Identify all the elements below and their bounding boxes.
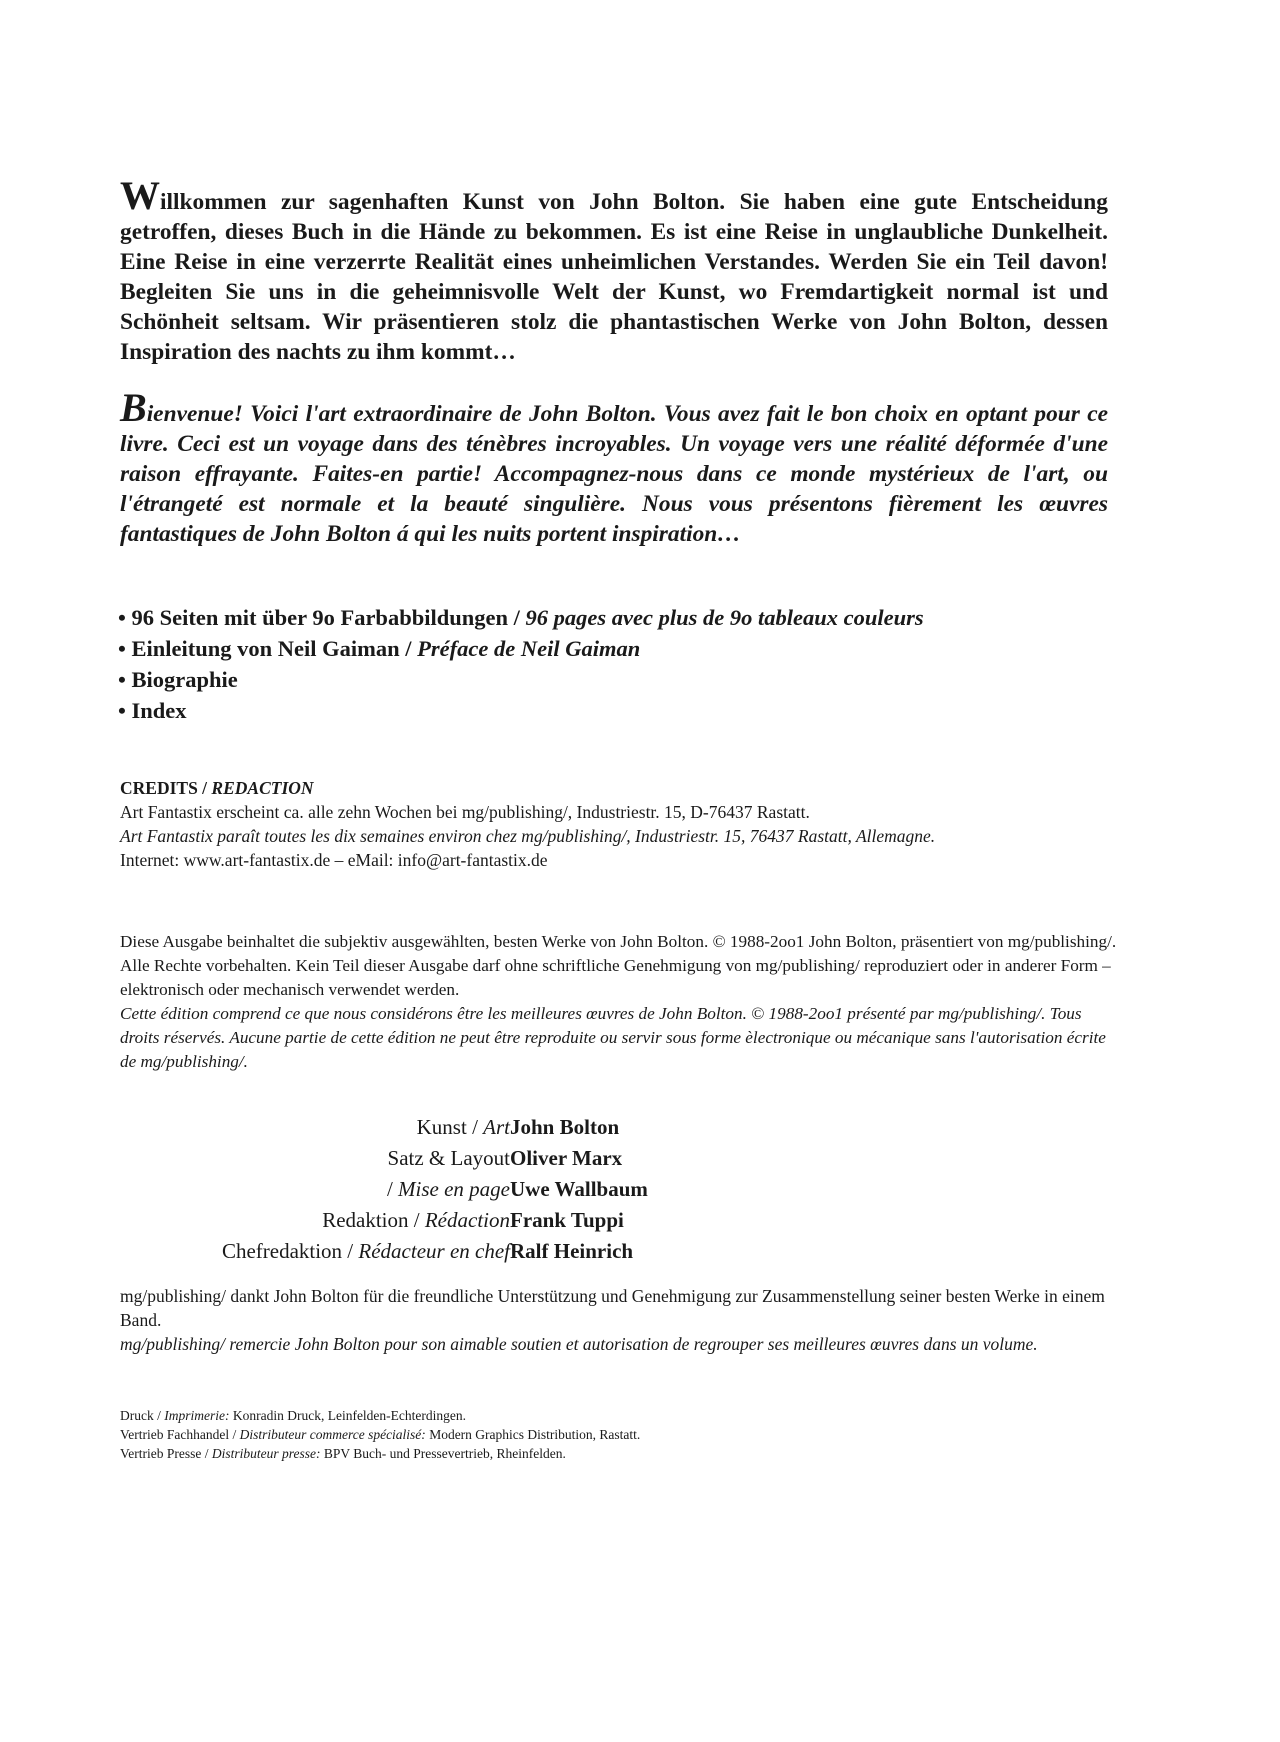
publisher-line-french: Art Fantastix paraît toutes les dix semaines environ chez mg/publishing/, Industriestr. 15, 76437 Rastatt, Allemagne.	[120, 826, 936, 846]
acknowledgement-french: mg/publishing/ remercie John Bolton pour son aimable soutien et autorisation de regrouper ses meilleures œuvres dans un volume.	[120, 1334, 1038, 1354]
credits-block	[120, 776, 935, 872]
intro-french	[120, 385, 1108, 549]
staff-role: Chefredaktion / Rédacteur en chef	[221, 1239, 510, 1263]
feature-item: • Index	[118, 698, 187, 723]
credits-heading: CREDITS / REDACTION	[120, 778, 314, 798]
feature-item: • Einleitung von Neil Gaiman / Préface de Neil Gaiman	[118, 636, 641, 661]
printing-line: Druck / Imprimerie: Konradin Druck, Leinfelden-Echterdingen.	[120, 1408, 467, 1423]
intro-french-text: ienvenue! Voici l'art extraordinaire de John Bolton. Vous avez fait le bon choix en optant pour ce livre. Ceci est un voyage dans des ténèbres incroyables. Un voyage vers une réalité déformée d'une raison effrayante. Faites-en partie! Accompagnez-nous dans ce monde mystérieux de l'art, ou l'étrangeté est normale et la beauté singulière. Nous vous présentons fièrement les œuvres fantastiques de John Bolton á qui les nuits portent inspiration…	[120, 401, 1108, 547]
contact-line: Internet: www.art-fantastix.de – eMail: info@art-fantastix.de	[120, 850, 548, 870]
staff-name: John Bolton	[510, 1115, 620, 1139]
drop-cap-german: W	[120, 173, 160, 218]
staff-names	[510, 1112, 648, 1267]
staff-role: Redaktion / Rédaction	[322, 1208, 510, 1232]
printing-line: Vertrieb Presse / Distributeur presse: BPV Buch- und Pressevertrieb, Rheinfelden.	[120, 1446, 566, 1461]
copyright-french: Cette édition comprend ce que nous considérons être les meilleures œuvres de John Bolton. © 1988-2oo1 présenté par mg/publishing/. Tous droits réservés. Aucune partie de cette édition ne peut être reproduite ou servir sous forme èlectronique ou mécanique sans l'autorisation écrite de mg/publishing/.	[120, 1004, 1106, 1071]
staff-name: Ralf Heinrich	[510, 1239, 634, 1263]
acknowledgement-german: mg/publishing/ dankt John Bolton für die freundliche Unterstützung und Genehmigung zur Zusammenstellung seiner besten Werke in einem Band.	[120, 1286, 1105, 1330]
feature-item: • 96 Seiten mit über 9o Farbabbildungen / 96 pages avec plus de 9o tableaux couleurs	[118, 605, 924, 630]
drop-cap-french: B	[120, 385, 147, 430]
feature-list	[118, 602, 924, 726]
staff-role: Satz & Layout	[387, 1146, 510, 1170]
staff-name: Uwe Wallbaum	[510, 1177, 648, 1201]
staff-role: / Mise en page	[386, 1177, 510, 1201]
staff-role: Kunst / Art	[416, 1115, 510, 1139]
intro-german	[120, 173, 1108, 367]
staff-roles	[222, 1112, 510, 1267]
copyright-notice	[120, 930, 1120, 1074]
staff-name: Oliver Marx	[510, 1146, 623, 1170]
feature-item: • Biographie	[118, 667, 238, 692]
acknowledgement	[120, 1284, 1130, 1356]
copyright-german: Diese Ausgabe beinhaltet die subjektiv ausgewählten, besten Werke von John Bolton. © 1988-2oo1 John Bolton, präsentiert von mg/publishing/. Alle Rechte vorbehalten. Kein Teil dieser Ausgabe darf ohne schriftliche Genehmigung von mg/publishing/ reproduziert oder in anderer Form – elektronisch oder mechanisch verwendet werden.	[120, 932, 1117, 999]
publisher-line-german: Art Fantastix erscheint ca. alle zehn Wochen bei mg/publishing/, Industriestr. 15, D-76437 Rastatt.	[120, 802, 810, 822]
printing-line: Vertrieb Fachhandel / Distributeur commerce spécialisé: Modern Graphics Distribution, Rastatt.	[120, 1427, 641, 1442]
intro-german-text: illkommen zur sagenhaften Kunst von John Bolton. Sie haben eine gute Entscheidung getroffen, dieses Buch in die Hände zu bekommen. Es ist eine Reise in unglaubliche Dunkelheit. Eine Reise in eine verzerrte Realität eines unheimlichen Verstandes. Werden Sie ein Teil davon! Begleiten Sie uns in die geheimnisvolle Welt der Kunst, wo Fremdartigkeit normal ist und Schönheit seltsam. Wir präsentieren stolz die phantastischen Werke von John Bolton, dessen Inspiration des nachts zu ihm kommt…	[120, 189, 1108, 365]
staff-name: Frank Tuppi	[510, 1208, 624, 1232]
printing-distribution	[120, 1406, 640, 1463]
